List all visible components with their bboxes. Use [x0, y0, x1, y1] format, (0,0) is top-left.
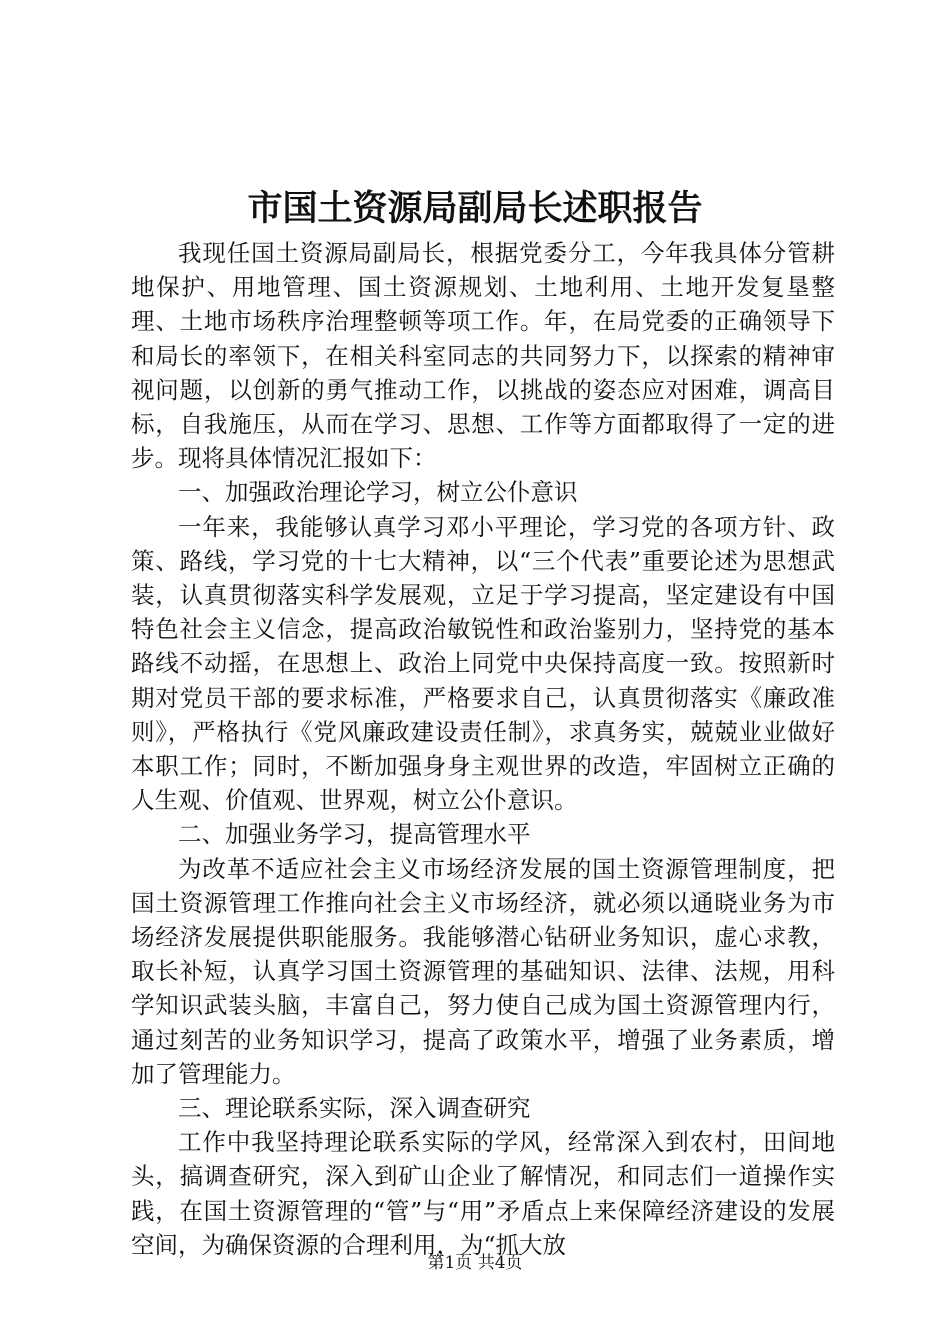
paragraph-section-3: 工作中我坚持理论联系实际的学风，经常深入到农村，田间地头，搞调查研究，深入到矿山企业了解情况，和同志们一道操作实践，在国土资源管理的“管”与“用”矛盾点上来保障经济建设的发展空间，为确保资源的合理利用，为“抓大放: [131, 1128, 835, 1259]
document-title: 市国土资源局副局长述职报告: [247, 188, 703, 229]
section-heading-1: 一、加强政治理论学习，树立公仆意识: [178, 478, 578, 507]
paragraph-intro: 我现任国土资源局副局长，根据党委分工，今年我具体分管耕地保护、用地管理、国土资源规划、土地利用、土地开发复垦整理、土地市场秩序治理整顿等项工作。年，在局党委的正确领导下和局长的率领下，在相关科室同志的共同努力下，以探索的精神审视问题，以创新的勇气推动工作，以挑战的姿态应对困难，调高目标，自我施压，从而在学习、思想、工作等方面都取得了一定的进步。现将具体情况汇报如下：: [131, 239, 835, 473]
paragraph-section-2: 为改革不适应社会主义市场经济发展的国土资源管理制度，把国土资源管理工作推向社会主义市场经济，就必须以通晓业务为市场经济发展提供职能服务。我能够潜心钻研业务知识，虚心求教，取长补短，认真学习国土资源管理的基础知识、法律、法规，用科学知识武装头脑，丰富自己，努力使自己成为国土资源管理内行，通过刻苦的业务知识学习，提高了政策水平，增强了业务素质，增加了管理能力。: [131, 854, 835, 1088]
section-heading-3: 三、理论联系实际，深入调查研究: [178, 1094, 531, 1123]
section-heading-2: 二、加强业务学习，提高管理水平: [178, 820, 531, 849]
paragraph-section-1: 一年来，我能够认真学习邓小平理论，学习党的各项方针、政策、路线，学习党的十七大精神，以“三个代表”重要论述为思想武装，认真贯彻落实科学发展观，立足于学习提高，坚定建设有中国特色社会主义信念，提高政治敏锐性和政治鉴别力，坚持党的基本路线不动摇，在思想上、政治上同党中央保持高度一致。按照新时期对党员干部的要求标准，严格要求自己，认真贯彻落实《廉政准则》，严格执行《党风廉政建设责任制》，求真务实，兢兢业业做好本职工作；同时，不断加强身身主观世界的改造，牢固树立正确的人生观、价值观、世界观，树立公仆意识。: [131, 512, 835, 815]
page-number-footer: 第1页 共4页: [427, 1253, 523, 1273]
document-body: [131, 236, 835, 1262]
